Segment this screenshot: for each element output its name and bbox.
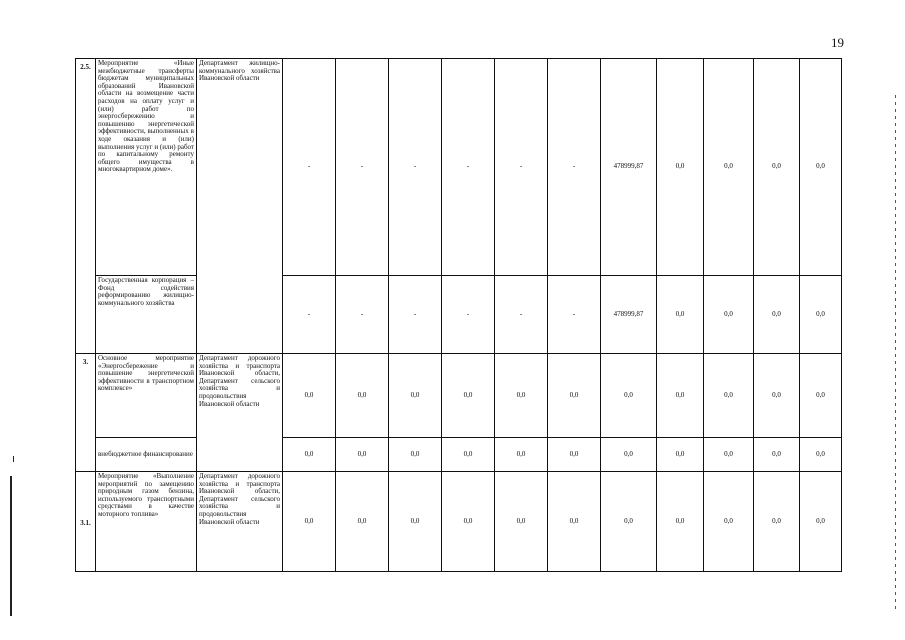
table-cell: 0,0 (283, 472, 336, 572)
table-row (76, 59, 842, 276)
table-cell: 0,0 (800, 59, 842, 276)
table-cell: 0,0 (704, 472, 754, 572)
table-row (76, 276, 842, 354)
table-cell: 0,0 (601, 438, 657, 472)
row-name: внебюджетное финансирование (96, 438, 197, 472)
budget-table (75, 58, 842, 572)
table-cell: 0,0 (601, 472, 657, 572)
row-name: Государственная корпорация – Фонд содействия реформированию жилищно-коммунального хозяйства (96, 276, 197, 354)
table-cell: 0,0 (704, 438, 754, 472)
table-cell: - (548, 276, 601, 354)
table-cell: - (336, 276, 389, 354)
table-cell: 0,0 (389, 438, 442, 472)
row-index: 2.5. (76, 59, 96, 354)
table-cell: 0,0 (704, 354, 754, 438)
table-cell: - (442, 276, 495, 354)
table-row (76, 438, 842, 472)
table-cell: 0,0 (800, 354, 842, 438)
table-cell: 0,0 (389, 354, 442, 438)
table-cell: - (548, 59, 601, 276)
table-cell: 0,0 (283, 354, 336, 438)
scan-edge-line-left (10, 476, 12, 616)
table-cell: - (283, 59, 336, 276)
row-department: Департамент дорожного хозяйства и транспорта Ивановской области, Департамент сельского хозяйства и продовольствия Ивановской области (197, 354, 283, 472)
page-number: 19 (831, 35, 844, 50)
table-cell: 0,0 (548, 472, 601, 572)
row-name: Мероприятие «Иные межбюджетные трансферты бюджетам муниципальных образований Ивановской области на возмещение части расходов на оплату услуг и (или) работ по энергосбережению и повышению энергетической эффективности, выполненных в ходе оказания и (или) выполнения услуг и (или) работ по капитальному ремонту общего имущества в многоквартирном доме». (96, 59, 197, 276)
table-row (76, 354, 842, 438)
table-cell: 0,0 (800, 276, 842, 354)
table-cell: 0,0 (442, 438, 495, 472)
table-row (76, 472, 842, 572)
table-cell: 0,0 (657, 354, 704, 438)
table-cell: 0,0 (442, 354, 495, 438)
row-department: Департамент дорожного хозяйства и транспорта Ивановской области, Департамент сельского хозяйства и продовольствия Ивановской области (197, 472, 283, 572)
table-cell: 0,0 (548, 438, 601, 472)
table-cell: 0,0 (704, 59, 754, 276)
table-cell: 0,0 (754, 354, 800, 438)
table-cell: 0,0 (442, 472, 495, 572)
table-cell: 0,0 (754, 472, 800, 572)
table-cell: 0,0 (657, 59, 704, 276)
table-cell: 0,0 (657, 438, 704, 472)
table-cell: 0,0 (754, 276, 800, 354)
table-cell: - (336, 59, 389, 276)
table-cell: 0,0 (800, 438, 842, 472)
table-cell: 0,0 (336, 354, 389, 438)
table-cell: 0,0 (657, 276, 704, 354)
table-cell: 478999,87 (601, 276, 657, 354)
table-cell: - (495, 59, 548, 276)
scan-edge-mark-left (13, 456, 14, 462)
table-cell: 0,0 (754, 59, 800, 276)
row-index: 3.1. (76, 472, 96, 572)
table-cell: - (389, 276, 442, 354)
table-cell: 0,0 (336, 472, 389, 572)
table-cell: - (283, 276, 336, 354)
table-cell: 0,0 (657, 472, 704, 572)
row-name: Мероприятие «Выполнение мероприятий по замещению природным газом бензина, используемого транспортными средствами в качестве моторного топлива» (96, 472, 197, 572)
row-index: 3. (76, 354, 96, 472)
row-department: Департамент жилищно-коммунального хозяйства Ивановской области (197, 59, 283, 354)
table-cell: - (389, 59, 442, 276)
table-cell: 0,0 (336, 438, 389, 472)
table-cell: 0,0 (389, 472, 442, 572)
row-name: Основное мероприятие «Энергосбережение и повышение энергетической эффективности в транспортном комплексе» (96, 354, 197, 438)
table-cell: 0,0 (704, 276, 754, 354)
table-cell: 0,0 (495, 354, 548, 438)
scan-edge-line-right (895, 95, 896, 610)
table-cell: 0,0 (754, 438, 800, 472)
table-cell: 0,0 (495, 438, 548, 472)
table-cell: 478999,87 (601, 59, 657, 276)
table-cell: 0,0 (283, 438, 336, 472)
table-cell: - (495, 276, 548, 354)
table-cell: - (442, 59, 495, 276)
table-cell: 0,0 (601, 354, 657, 438)
table-cell: 0,0 (800, 472, 842, 572)
table-cell: 0,0 (548, 354, 601, 438)
table-cell: 0,0 (495, 472, 548, 572)
